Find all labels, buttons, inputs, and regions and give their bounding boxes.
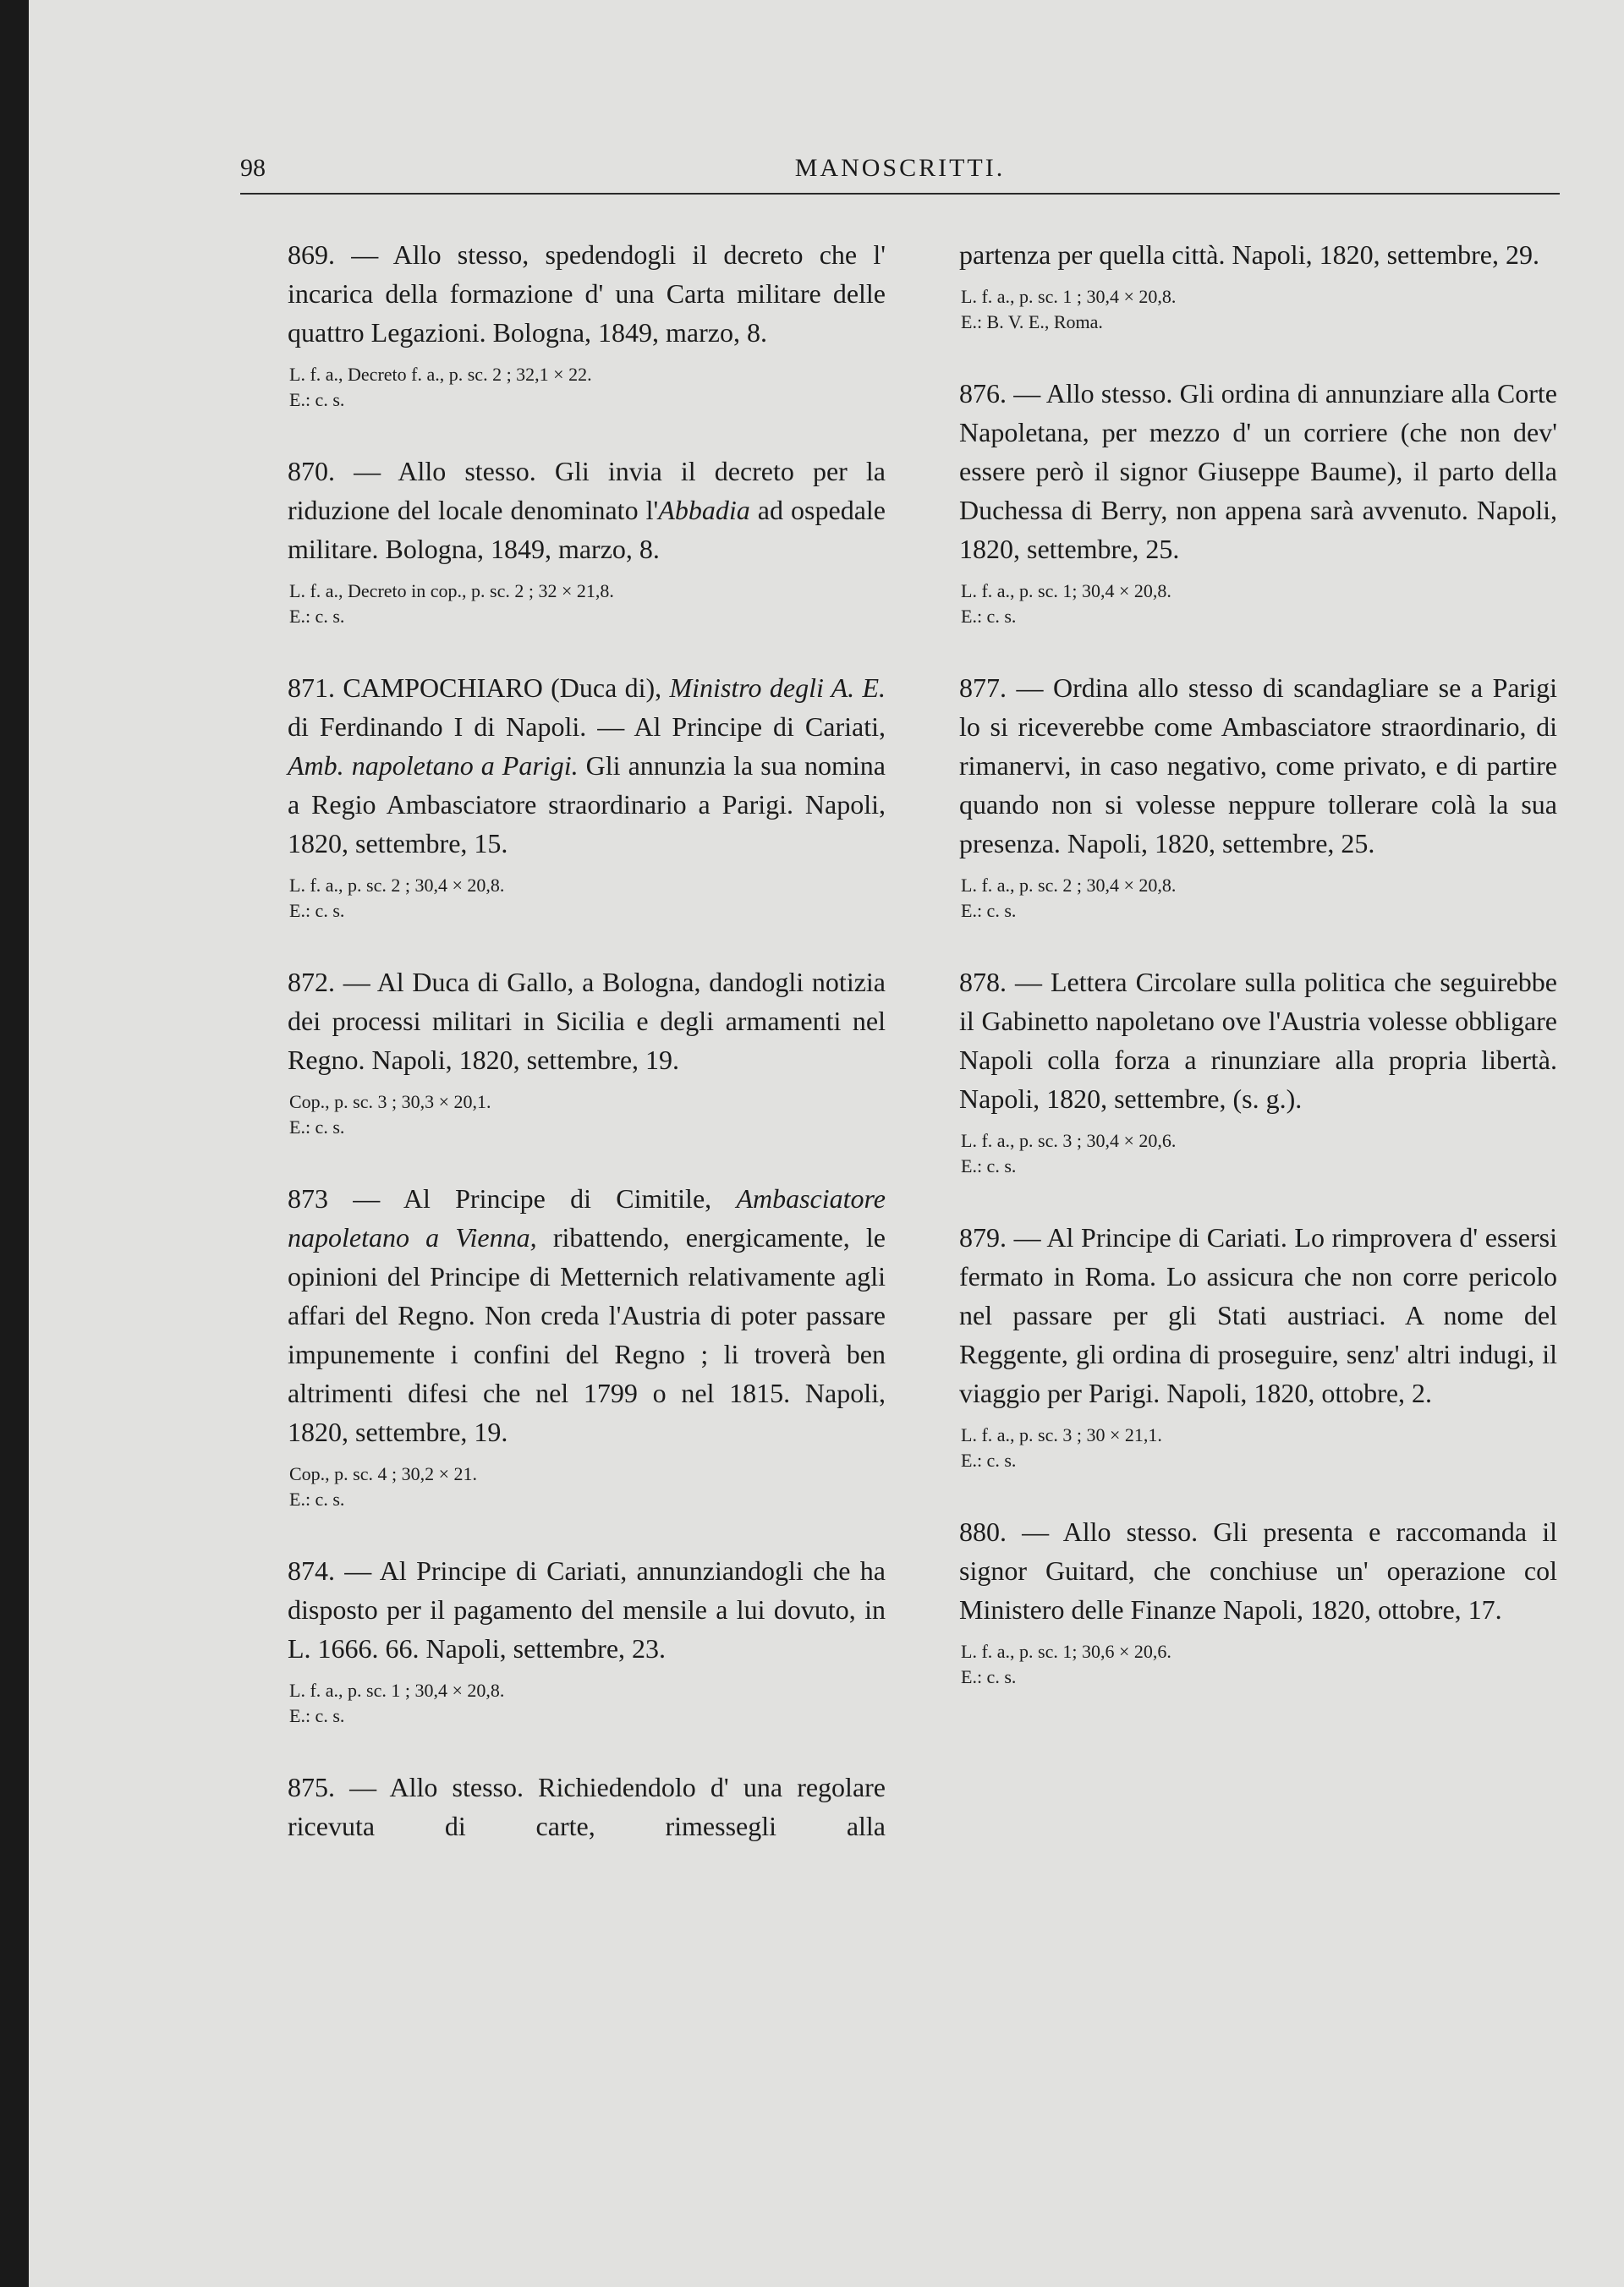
- entry-text: 874. — Al Principe di Cariati, annunziandogli che ha disposto per il pagamento del mensile a lui dovuto, in L. 1666. 66. Napoli, settembre, 23.: [288, 1555, 886, 1664]
- entry-text: [288, 668, 886, 863]
- entry-meta-physical: L. f. a., p. sc. 1 ; 30,4 × 20,8.: [961, 286, 1177, 307]
- entry-874: [288, 1551, 886, 1729]
- entry-873: [288, 1179, 886, 1512]
- entry-meta-physical: L. f. a., p. sc. 2 ; 30,4 × 20,8.: [961, 875, 1177, 896]
- entry-text-italic: Amb. napoletano a Parigi.: [288, 750, 579, 781]
- entry-meta-holder: E.: c. s.: [289, 606, 345, 627]
- entry-meta-holder: E.: c. s.: [289, 1489, 345, 1510]
- entry-877: [959, 668, 1557, 924]
- entry-meta-physical: Cop., p. sc. 3 ; 30,3 × 20,1.: [289, 1091, 491, 1112]
- entry-text-italic: Ambasciatore napoletano a Vienna,: [288, 1183, 886, 1253]
- entry-875-continued: [959, 235, 1557, 335]
- entry-869: [288, 235, 886, 413]
- entry-meta-physical: Cop., p. sc. 4 ; 30,2 × 21.: [289, 1463, 478, 1484]
- entry-meta-holder: E.: c. s.: [961, 606, 1017, 627]
- entry-text: [288, 1179, 886, 1451]
- entry-text-part: di Ferdinando I di Napoli. — Al Principe di Cariati,: [288, 711, 886, 742]
- entry-meta-holder: E.: c. s.: [961, 1666, 1017, 1687]
- entry-880: [959, 1512, 1557, 1690]
- running-title: MANOSCRITTI.: [794, 154, 1006, 182]
- entry-870: [288, 452, 886, 629]
- entry-text-part: ad ospedale militare. Bologna, 1849, marzo, 8.: [288, 495, 886, 564]
- entry-text-italic: Abbadia: [658, 495, 750, 525]
- entry-text-part: 870. — Allo stesso. Gli invia il decreto per la riduzione del locale denominato l': [288, 456, 886, 525]
- entry-meta-holder: E.: c. s.: [289, 1116, 345, 1138]
- entry-875-start: [288, 1768, 886, 1846]
- page-header: [240, 144, 1560, 195]
- entry-876: [959, 374, 1557, 629]
- entry-text-part: Gli annunzia la sua nomina a Regio Ambasciatore straordinario a Parigi. Napoli, 1820, settembre, 15.: [288, 750, 886, 858]
- entry-meta-holder: E.: B. V. E., Roma.: [961, 311, 1103, 332]
- entry-meta-physical: L. f. a., p. sc. 1; 30,6 × 20,6.: [961, 1641, 1171, 1662]
- entry-text: 878. — Lettera Circolare sulla politica che seguirebbe il Gabinetto napoletano ove l'Austria volesse obbligare Napoli colla forza a rinunziare alla propria libertà. Napoli, 1820, settembre, (s. g.).: [959, 967, 1557, 1114]
- entry-text: 869. — Allo stesso, spedendogli il decreto che l' incarica della formazione d' una Carta militare delle quattro Legazioni. Bologna, 1849, marzo, 8.: [288, 239, 886, 348]
- entry-meta-physical: L. f. a., p. sc. 1 ; 30,4 × 20,8.: [289, 1680, 505, 1701]
- entry-meta-physical: L. f. a., p. sc. 2 ; 30,4 × 20,8.: [289, 875, 505, 896]
- entry-text: partenza per quella città. Napoli, 1820, settembre, 29.: [959, 239, 1539, 270]
- entry-text: 875. — Allo stesso. Richiedendolo d' una regolare ricevuta di carte, rimessegli alla: [288, 1772, 886, 1841]
- entry-meta-holder: E.: c. s.: [961, 1155, 1017, 1176]
- entry-text-part: ribattendo, energicamente, le opinioni del Principe di Metternich relativamente agli affari del Regno. Non creda l'Austria di poter passare impunemente i confini del Regno ; li troverà ben altrimenti difesi che nel 1799 o nel 1815. Napoli, 1820, settembre, 19.: [288, 1222, 886, 1447]
- left-column: [288, 235, 886, 1884]
- entry-meta-holder: E.: c. s.: [961, 1450, 1017, 1471]
- entry-text: 880. — Allo stesso. Gli presenta e raccomanda il signor Guitard, che conchiuse un' operazione col Ministero delle Finanze Napoli, 1820, ottobre, 17.: [959, 1516, 1557, 1625]
- entry-meta-holder: E.: c. s.: [289, 389, 345, 410]
- entry-meta-physical: L. f. a., Decreto in cop., p. sc. 2 ; 32 × 21,8.: [289, 580, 614, 601]
- entry-text-part: 871. CAMPOCHIARO (Duca di),: [288, 672, 670, 703]
- entry-meta-holder: E.: c. s.: [289, 900, 345, 921]
- right-column: [959, 235, 1557, 1729]
- entry-meta-physical: L. f. a., p. sc. 3 ; 30 × 21,1.: [961, 1424, 1162, 1445]
- entry-878: [959, 963, 1557, 1179]
- entry-meta-physical: L. f. a., Decreto f. a., p. sc. 2 ; 32,1 × 22.: [289, 364, 592, 385]
- entry-text: 877. — Ordina allo stesso di scandagliare se a Parigi lo si riceverebbe come Ambasciatore straordinario, di rimanervi, in caso negativo, come privato, e di partire quando non si volesse neppure tollerare colà la sua presenza. Napoli, 1820, settembre, 25.: [959, 672, 1557, 858]
- entry-text-part: 873 — Al Principe di Cimitile,: [288, 1183, 737, 1214]
- entry-text-italic: Ministro degli A. E.: [669, 672, 886, 703]
- entry-text: 876. — Allo stesso. Gli ordina di annunziare alla Corte Napoletana, per mezzo d' un corriere (che non dev' essere però il signor Giuseppe Baume), il parto della Duchessa di Berry, non appena sarà avvenuto. Napoli, 1820, settembre, 25.: [959, 378, 1557, 564]
- entry-meta-physical: L. f. a., p. sc. 1; 30,4 × 20,8.: [961, 580, 1171, 601]
- entry-text: 872. — Al Duca di Gallo, a Bologna, dandogli notizia dei processi militari in Sicilia e degli armamenti nel Regno. Napoli, 1820, settembre, 19.: [288, 967, 886, 1075]
- scanned-page: [29, 0, 1624, 2287]
- entry-879: [959, 1218, 1557, 1473]
- entry-872: [288, 963, 886, 1140]
- entry-text: 879. — Al Principe di Cariati. Lo rimprovera d' essersi fermato in Roma. Lo assicura che non corre pericolo nel passare per gli Stati austriaci. A nome del Reggente, gli ordina di proseguire, senz' altri indugi, il viaggio per Parigi. Napoli, 1820, ottobre, 2.: [959, 1222, 1557, 1408]
- entry-text: [288, 452, 886, 568]
- page-number: 98: [240, 154, 266, 182]
- entry-meta-holder: E.: c. s.: [289, 1705, 345, 1726]
- entry-871: [288, 668, 886, 924]
- entry-meta-holder: E.: c. s.: [961, 900, 1017, 921]
- page-content: [240, 144, 1560, 1841]
- entry-meta-physical: L. f. a., p. sc. 3 ; 30,4 × 20,6.: [961, 1130, 1177, 1151]
